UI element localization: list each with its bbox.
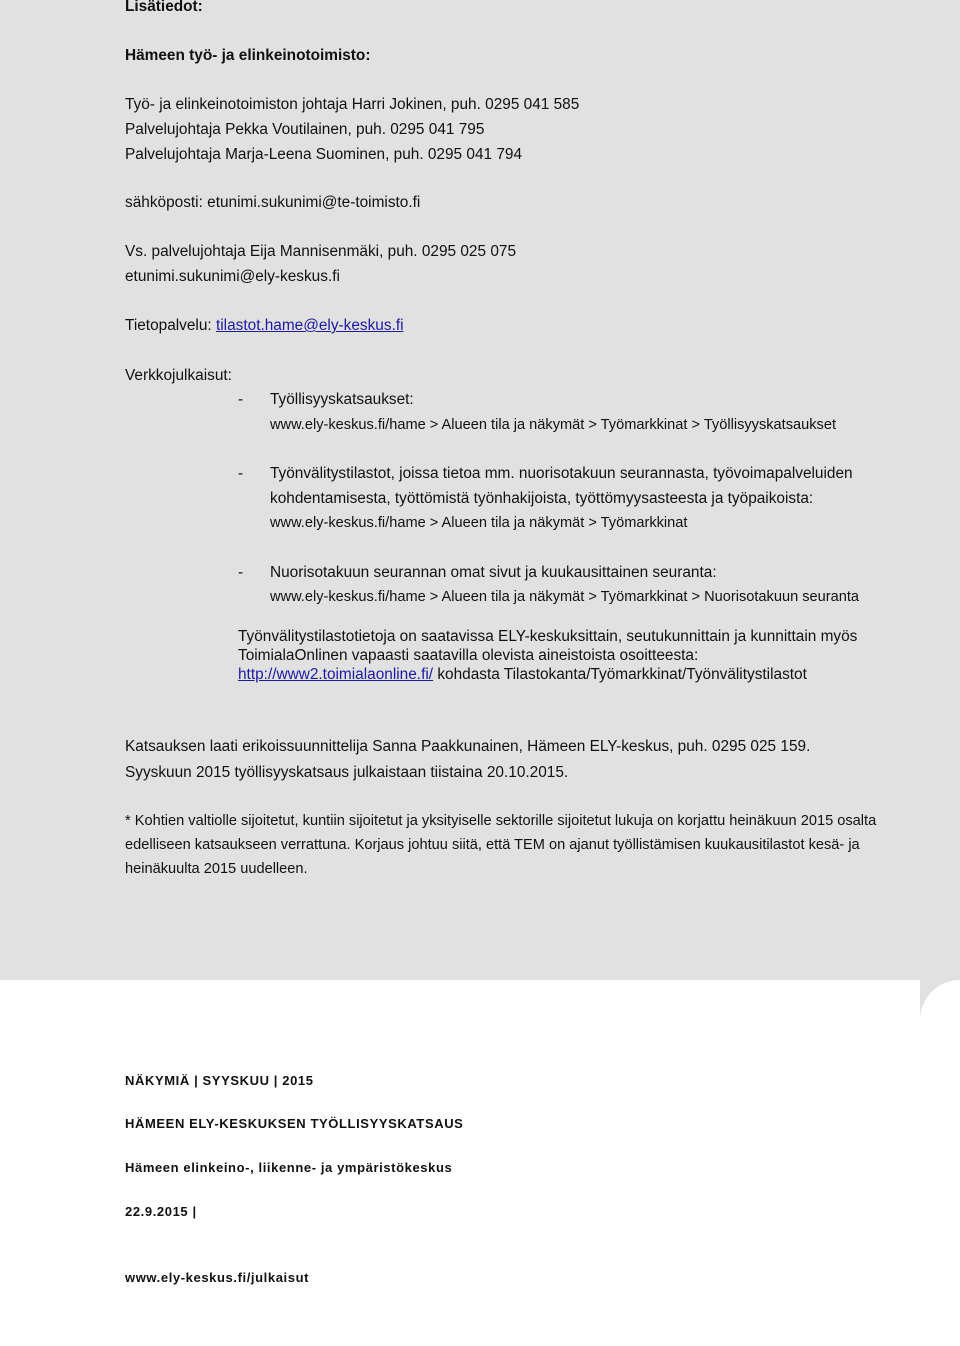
list-item-text: kohdentamisesta, työttömistä työnhakijoista, työttömyysasteesta ja työpaikoista: (270, 490, 814, 507)
list-item-title: Nuorisotakuun seurannan omat sivut ja kuukausittainen seuranta: (270, 564, 717, 581)
office-heading: Hämeen työ- ja elinkeinotoimisto: (125, 47, 371, 64)
tietopalvelu-label: Tietopalvelu: (125, 317, 212, 334)
tietopalvelu-email-link[interactable]: tilastot.hame@ely-keskus.fi (215, 317, 404, 334)
next-review-line: Syyskuun 2015 työllisyyskatsaus julkaistaan tiistaina 20.10.2015. (125, 764, 569, 781)
toimiala-link-row (238, 665, 807, 684)
footer-date: 22.9.2015 | (125, 1204, 197, 1219)
list-dash: - (238, 465, 244, 482)
list-item-text: Työnvälitystilastot, joissa tietoa mm. nuorisotakuun seurannasta, työvoimapalveluiden (270, 465, 853, 482)
list-dash: - (238, 564, 244, 581)
footer-series: NÄKYMIÄ | SYYSKUU | 2015 (125, 1073, 314, 1088)
list-item-url: www.ely-keskus.fi/hame > Alueen tila ja näkymät > Työmarkkinat > Työllisyyskatsaukset (270, 417, 837, 433)
vs-contact: Vs. palvelujohtaja Eija Mannisenmäki, puh. 0295 025 075 (125, 243, 517, 260)
tietopalvelu-row (125, 316, 404, 335)
panel-corner (920, 980, 960, 1020)
list-item-title: Työllisyyskatsaukset: (270, 391, 414, 408)
author-line: Katsauksen laati erikoissuunnittelija Sanna Paakkunainen, Hämeen ELY-keskus, puh. 0295 025 159. (125, 738, 811, 755)
footnote-line: edelliseen katsaukseen verrattuna. Korjaus johtuu siitä, että TEM on ajanut työllistämisen kuukausitilastot kesä- ja (125, 837, 860, 853)
contact-line: Palvelujohtaja Marja-Leena Suominen, puh. 0295 041 794 (125, 146, 523, 163)
contact-line: Palvelujohtaja Pekka Voutilainen, puh. 0295 041 795 (125, 121, 485, 138)
footer-url: www.ely-keskus.fi/julkaisut (125, 1270, 310, 1285)
email-te: sähköposti: etunimi.sukunimi@te-toimisto.fi (125, 194, 421, 211)
footer-title: HÄMEEN ELY-KESKUKSEN TYÖLLISYYSKATSAUS (125, 1116, 464, 1131)
list-item-url: www.ely-keskus.fi/hame > Alueen tila ja näkymät > Työmarkkinat (270, 515, 688, 531)
verkkojulkaisut-label: Verkkojulkaisut: (125, 367, 232, 384)
footnote-line: heinäkuulta 2015 uudelleen. (125, 861, 308, 877)
list-item-url: www.ely-keskus.fi/hame > Alueen tila ja näkymät > Työmarkkinat > Nuorisotakuun seuranta (270, 589, 860, 605)
toimiala-path: kohdasta Tilastokanta/Työmarkkinat/Työnvälitystilastot (433, 666, 807, 683)
footnote-line: * Kohtien valtiolle sijoitetut, kuntiin sijoitetut ja yksityiselle sektorille sijoitetut lukuja on korjattu heinäkuun 2015 osalta (125, 813, 877, 829)
toimiala-text: ToimialaOnlinen vapaasti saatavilla olevista aineistoista osoitteesta: (238, 647, 699, 664)
toimiala-text: Työnvälitystilastotietoja on saatavissa ELY-keskuksittain, seutukunnittain ja kunnittain myös (238, 628, 858, 645)
footer-org: Hämeen elinkeino-, liikenne- ja ympäristökeskus (125, 1160, 453, 1175)
contact-line: Työ- ja elinkeinotoimiston johtaja Harri Jokinen, puh. 0295 041 585 (125, 96, 580, 113)
list-dash: - (238, 391, 244, 408)
toimialaonline-link[interactable]: http://www2.toimialaonline.fi/ (238, 666, 434, 683)
email-ely: etunimi.sukunimi@ely-keskus.fi (125, 268, 340, 285)
section-heading: Lisätiedot: (125, 0, 203, 15)
